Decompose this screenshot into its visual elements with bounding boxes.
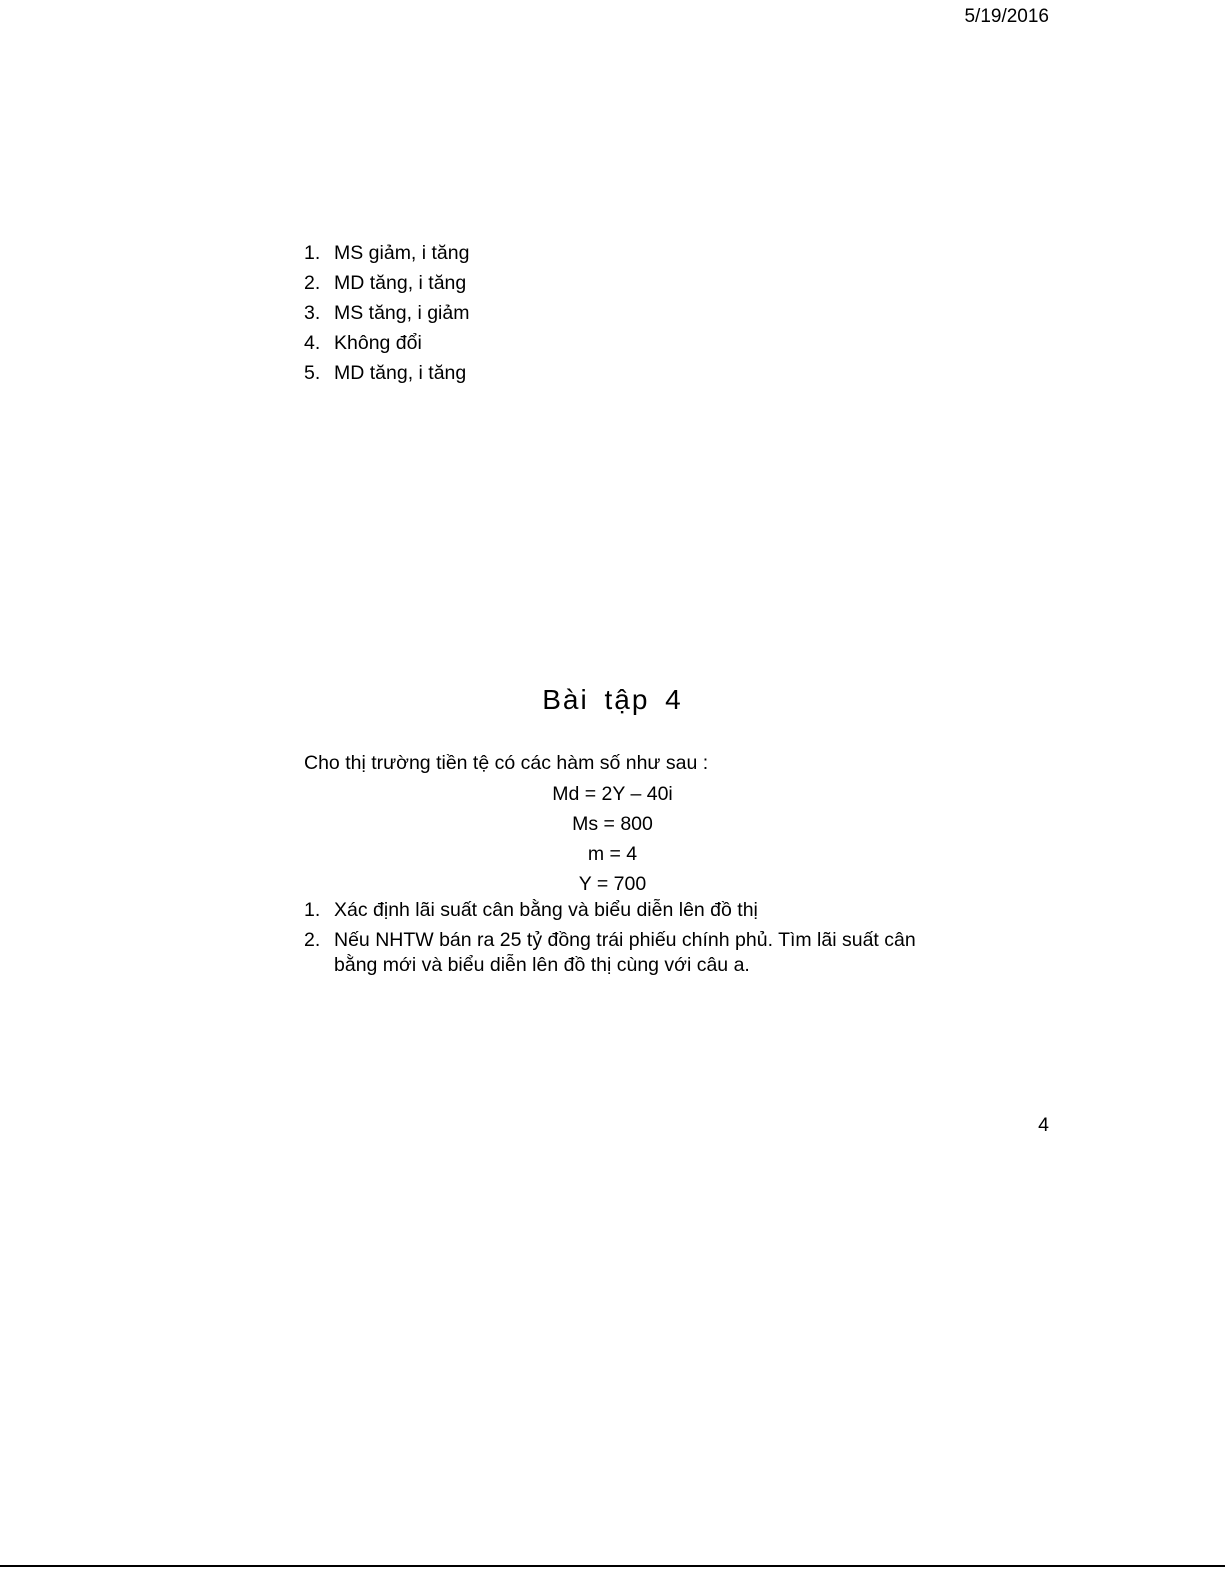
list-item-text: MD tăng, i tăng — [334, 271, 467, 294]
equation-ms: Ms = 800 — [572, 813, 653, 835]
list-item — [304, 238, 469, 268]
list-item-text: Xác định lãi suất cân bằng và biểu diễn lên đồ thị — [334, 899, 758, 921]
equation-block — [0, 779, 1225, 899]
list-item-number: 2. — [304, 929, 321, 951]
list-item — [304, 928, 924, 978]
equation-m: m = 4 — [587, 843, 638, 865]
list-item-text: Không đổi — [334, 331, 422, 354]
list-item-number: 3. — [304, 301, 321, 324]
list-item — [304, 358, 469, 388]
list-item — [304, 268, 469, 298]
slide-date: 5/19/2016 — [964, 6, 1049, 27]
list-item-number: 1. — [304, 899, 321, 921]
list-item — [304, 298, 469, 328]
list-item-text: Nếu NHTW bán ra 25 tỷ đồng trái phiếu chính phủ. Tìm lãi suất cân bằng mới và biểu diễn lên đồ thị cùng với câu a. — [334, 929, 916, 976]
equation-md: Md = 2Y – 40i — [552, 783, 673, 805]
list-item-number: 1. — [304, 241, 321, 264]
page-divider — [0, 1565, 1225, 1567]
answer-list — [304, 238, 469, 388]
list-item — [304, 898, 924, 923]
list-item-text: MS giảm, i tăng — [334, 241, 470, 264]
question-list — [304, 898, 924, 983]
list-item-number: 5. — [304, 361, 321, 384]
list-item-number: 4. — [304, 331, 321, 354]
exercise-title: Bài tập 4 — [542, 684, 683, 715]
list-item-text: MS tăng, i giảm — [334, 301, 470, 324]
page-number: 4 — [1038, 1114, 1049, 1136]
equation-y: Y = 700 — [578, 873, 647, 895]
list-item-text: MD tăng, i tăng — [334, 361, 467, 384]
list-item — [304, 328, 469, 358]
list-item-number: 2. — [304, 271, 321, 294]
exercise-intro: Cho thị trường tiền tệ có các hàm số như sau : — [304, 752, 709, 774]
